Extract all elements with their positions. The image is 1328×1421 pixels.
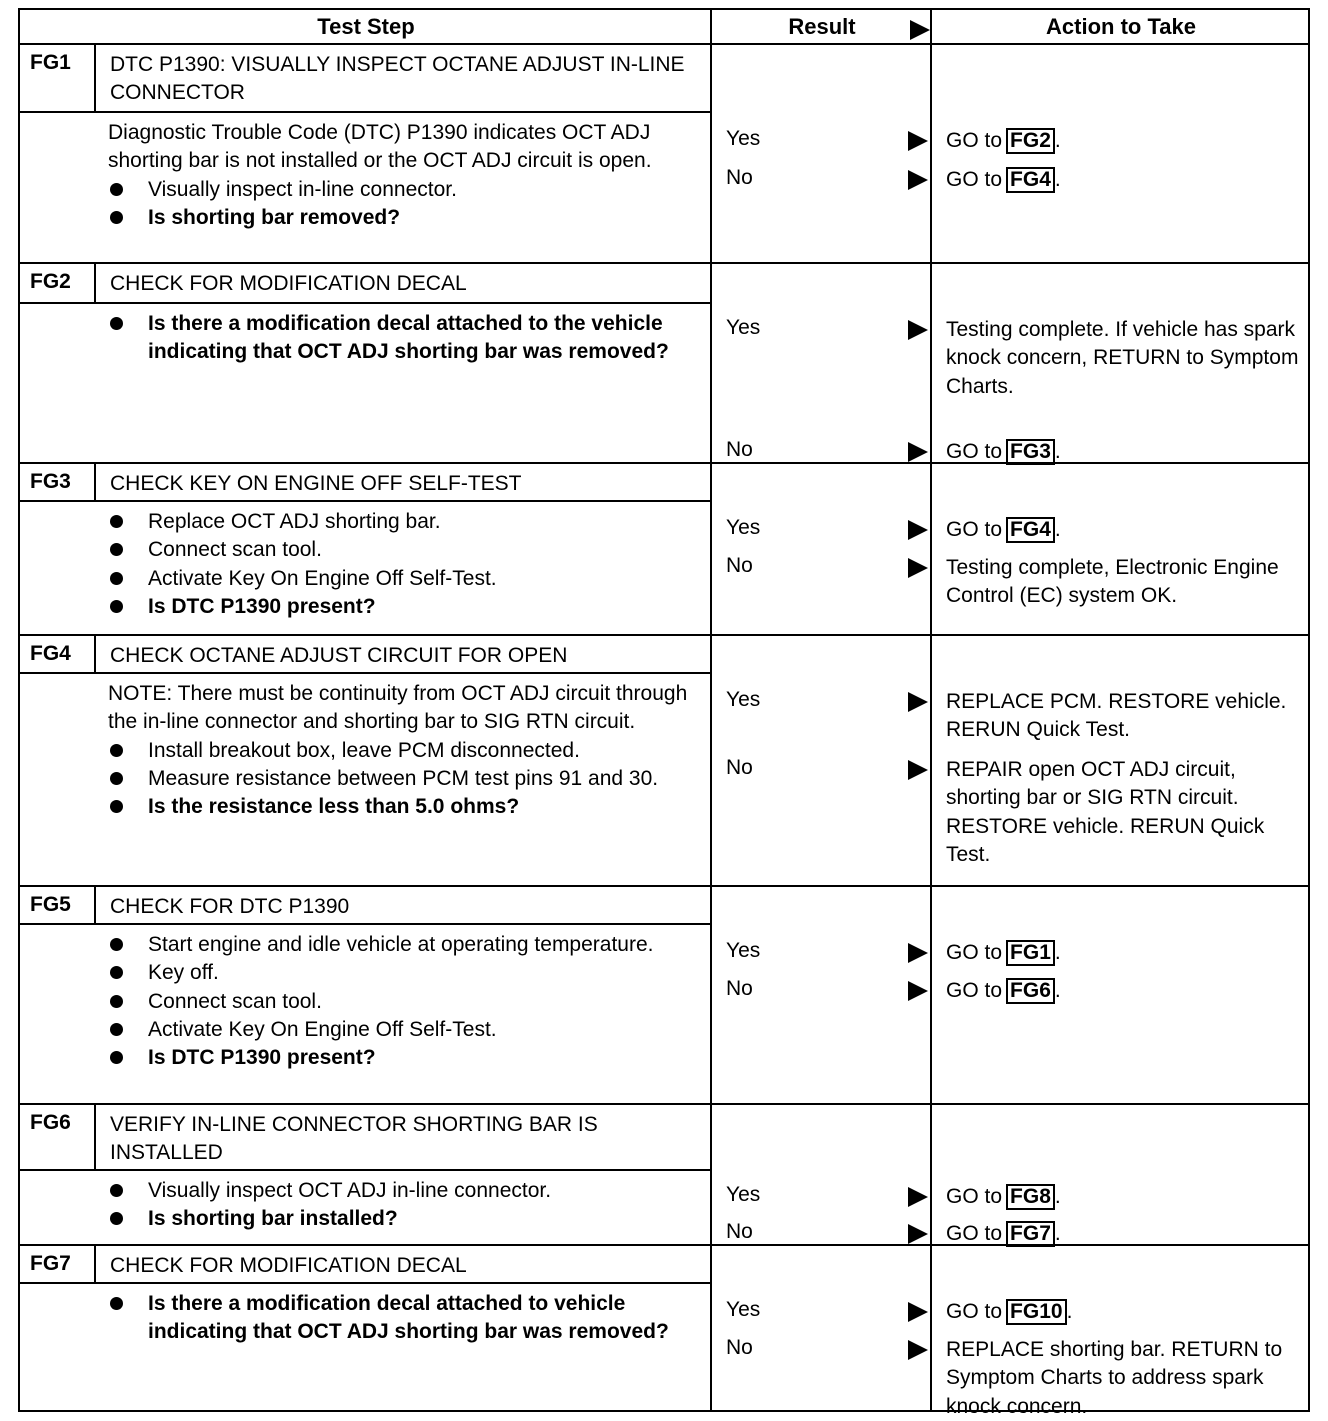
bullet-icon	[110, 1051, 123, 1064]
bullet-icon	[110, 317, 123, 330]
step-fg2	[20, 264, 1308, 464]
step-fg4	[20, 636, 1308, 887]
action-yes: REPLACE PCM. RESTORE vehicle. RERUN Quick Test.	[946, 690, 1287, 742]
arrow-right-icon	[908, 1224, 928, 1244]
bullet-icon	[110, 211, 123, 224]
goto-step-link[interactable]: FG4	[1006, 517, 1055, 543]
bullet-icon	[110, 995, 123, 1008]
arrow-right-icon	[908, 692, 928, 712]
step-title: CHECK FOR MODIFICATION DECAL	[110, 1254, 467, 1277]
action-yes: GO to FG4 .	[946, 518, 1061, 541]
arrow-right-icon	[908, 442, 928, 462]
result-no: No	[726, 438, 936, 466]
result-no: No	[726, 554, 936, 582]
action-no: REPAIR open OCT ADJ circuit, shorting bar or SIG RTN circuit. RESTORE vehicle. RERUN Quick Test.	[946, 758, 1265, 866]
bullet-icon	[110, 1184, 123, 1197]
goto-step-link[interactable]: FG2	[1006, 128, 1055, 154]
step-body	[108, 680, 698, 821]
action-no: REPLACE shorting bar. RETURN to Symptom Charts to address spark knock concern.	[946, 1338, 1283, 1418]
step-id: FG2	[20, 264, 96, 302]
header-result-label: Result	[788, 14, 856, 39]
step-question: Is DTC P1390 present?	[108, 593, 708, 621]
step-title: VERIFY IN-LINE CONNECTOR SHORTING BAR IS INSTALLED	[110, 1113, 598, 1164]
arrow-right-icon	[908, 170, 928, 190]
step-fg5	[20, 887, 1308, 1105]
bullet-icon	[110, 938, 123, 951]
bullet-icon	[110, 183, 123, 196]
step-id: FG5	[20, 887, 96, 923]
list-item: Measure resistance between PCM test pins 91 and 30.	[108, 765, 698, 793]
step-id: FG1	[20, 45, 96, 111]
step-body	[108, 931, 708, 1072]
goto-step-link[interactable]: FG8	[1006, 1184, 1055, 1210]
step-title-bar	[20, 464, 712, 502]
step-title: CHECK OCTANE ADJUST CIRCUIT FOR OPEN	[110, 644, 568, 667]
action-yes: GO to FG10 .	[946, 1300, 1073, 1323]
result-no: No	[726, 1220, 936, 1248]
list-item: Visually inspect in-line connector.	[108, 176, 708, 204]
list-item: Connect scan tool.	[108, 536, 708, 564]
step-fg6	[20, 1105, 1308, 1246]
list-item: Visually inspect OCT ADJ in-line connector.	[108, 1177, 708, 1205]
step-paragraph: Diagnostic Trouble Code (DTC) P1390 indicates OCT ADJ shorting bar is not installed or the OCT ADJ circuit is open.	[108, 121, 652, 173]
step-title: CHECK FOR MODIFICATION DECAL	[110, 272, 467, 295]
step-title: DTC P1390: VISUALLY INSPECT OCTANE ADJUST IN-LINE CONNECTOR	[110, 53, 685, 104]
action-yes: GO to FG8 .	[946, 1185, 1061, 1208]
action-yes: Testing complete. If vehicle has spark knock concern, RETURN to Symptom Charts.	[946, 318, 1299, 398]
step-id: FG3	[20, 464, 96, 500]
result-no: No	[726, 977, 936, 1005]
step-title-bar	[20, 1246, 712, 1284]
bullet-icon	[110, 966, 123, 979]
step-question: Is there a modification decal attached to vehicle indicating that OCT ADJ shorting bar was removed?	[108, 1290, 708, 1347]
result-yes: Yes	[726, 516, 936, 544]
result-yes: Yes	[726, 1298, 936, 1326]
step-fg1	[20, 45, 1308, 264]
action-no: GO to FG6 .	[946, 979, 1061, 1002]
header-action: Action to Take	[1046, 14, 1196, 39]
step-body	[108, 508, 708, 621]
step-title-bar	[20, 887, 712, 925]
list-item: Activate Key On Engine Off Self-Test.	[108, 565, 708, 593]
step-paragraph: NOTE: There must be continuity from OCT ADJ circuit through the in-line connector and shorting bar to SIG RTN circuit.	[108, 682, 688, 734]
table-header	[20, 10, 1308, 45]
goto-step-link[interactable]: FG6	[1006, 978, 1055, 1004]
step-question: Is DTC P1390 present?	[108, 1044, 708, 1072]
arrow-right-icon	[908, 131, 928, 151]
action-yes: GO to FG2 .	[946, 129, 1061, 152]
goto-step-link[interactable]: FG1	[1006, 940, 1055, 966]
step-question: Is shorting bar removed?	[108, 204, 708, 232]
step-title: CHECK FOR DTC P1390	[110, 895, 350, 918]
result-yes: Yes	[726, 127, 936, 155]
action-no: GO to FG4 .	[946, 168, 1061, 191]
arrow-right-icon	[908, 320, 928, 340]
goto-step-link[interactable]: FG4	[1006, 167, 1055, 193]
bullet-icon	[110, 1023, 123, 1036]
step-body	[108, 1290, 708, 1347]
list-item: Replace OCT ADJ shorting bar.	[108, 508, 708, 536]
arrow-right-icon	[910, 16, 930, 42]
bullet-icon	[110, 515, 123, 528]
list-item: Activate Key On Engine Off Self-Test.	[108, 1016, 708, 1044]
step-fg3	[20, 464, 1308, 636]
list-item: Install breakout box, leave PCM disconnected.	[108, 737, 698, 765]
result-yes: Yes	[726, 316, 936, 344]
goto-step-link[interactable]: FG7	[1006, 1221, 1055, 1247]
list-item: Connect scan tool.	[108, 988, 708, 1016]
result-no: No	[726, 1336, 936, 1364]
step-id: FG7	[20, 1246, 96, 1282]
step-id: FG6	[20, 1105, 96, 1169]
arrow-right-icon	[908, 760, 928, 780]
arrow-right-icon	[908, 943, 928, 963]
bullet-icon	[110, 1212, 123, 1225]
step-fg7	[20, 1246, 1308, 1418]
arrow-right-icon	[908, 1187, 928, 1207]
result-no: No	[726, 166, 936, 194]
step-body	[108, 1177, 708, 1234]
action-no: GO to FG3 .	[946, 440, 1061, 463]
header-result	[712, 14, 932, 40]
step-title-bar	[20, 45, 712, 113]
diagnostic-table	[18, 8, 1310, 1418]
step-title: CHECK KEY ON ENGINE OFF SELF-TEST	[110, 472, 522, 495]
header-test-step: Test Step	[317, 14, 415, 39]
step-id: FG4	[20, 636, 96, 672]
arrow-right-icon	[908, 520, 928, 540]
step-title-bar	[20, 636, 712, 674]
step-body	[108, 119, 708, 232]
arrow-right-icon	[908, 1302, 928, 1322]
bullet-icon	[110, 600, 123, 613]
action-no: GO to FG7 .	[946, 1222, 1061, 1245]
bullet-icon	[110, 543, 123, 556]
bullet-icon	[110, 800, 123, 813]
result-yes: Yes	[726, 688, 936, 716]
result-yes: Yes	[726, 939, 936, 967]
bullet-icon	[110, 572, 123, 585]
list-item: Key off.	[108, 959, 708, 987]
bullet-icon	[110, 1297, 123, 1310]
bullet-icon	[110, 772, 123, 785]
arrow-right-icon	[908, 981, 928, 1001]
arrow-right-icon	[908, 558, 928, 578]
step-question: Is shorting bar installed?	[108, 1205, 708, 1233]
result-no: No	[726, 756, 936, 784]
step-title-bar	[20, 1105, 712, 1171]
step-question: Is there a modification decal attached to the vehicle indicating that OCT ADJ shorting bar was removed?	[108, 310, 708, 367]
list-item: Start engine and idle vehicle at operating temperature.	[108, 931, 708, 959]
goto-step-link[interactable]: FG10	[1006, 1299, 1067, 1325]
step-body	[108, 310, 708, 367]
goto-step-link[interactable]: FG3	[1006, 439, 1055, 465]
step-question: Is the resistance less than 5.0 ohms?	[108, 793, 698, 821]
action-yes: GO to FG1 .	[946, 941, 1061, 964]
action-no: Testing complete, Electronic Engine Control (EC) system OK.	[946, 556, 1279, 608]
bullet-icon	[110, 744, 123, 757]
arrow-right-icon	[908, 1340, 928, 1360]
step-title-bar	[20, 264, 712, 304]
result-yes: Yes	[726, 1183, 936, 1211]
